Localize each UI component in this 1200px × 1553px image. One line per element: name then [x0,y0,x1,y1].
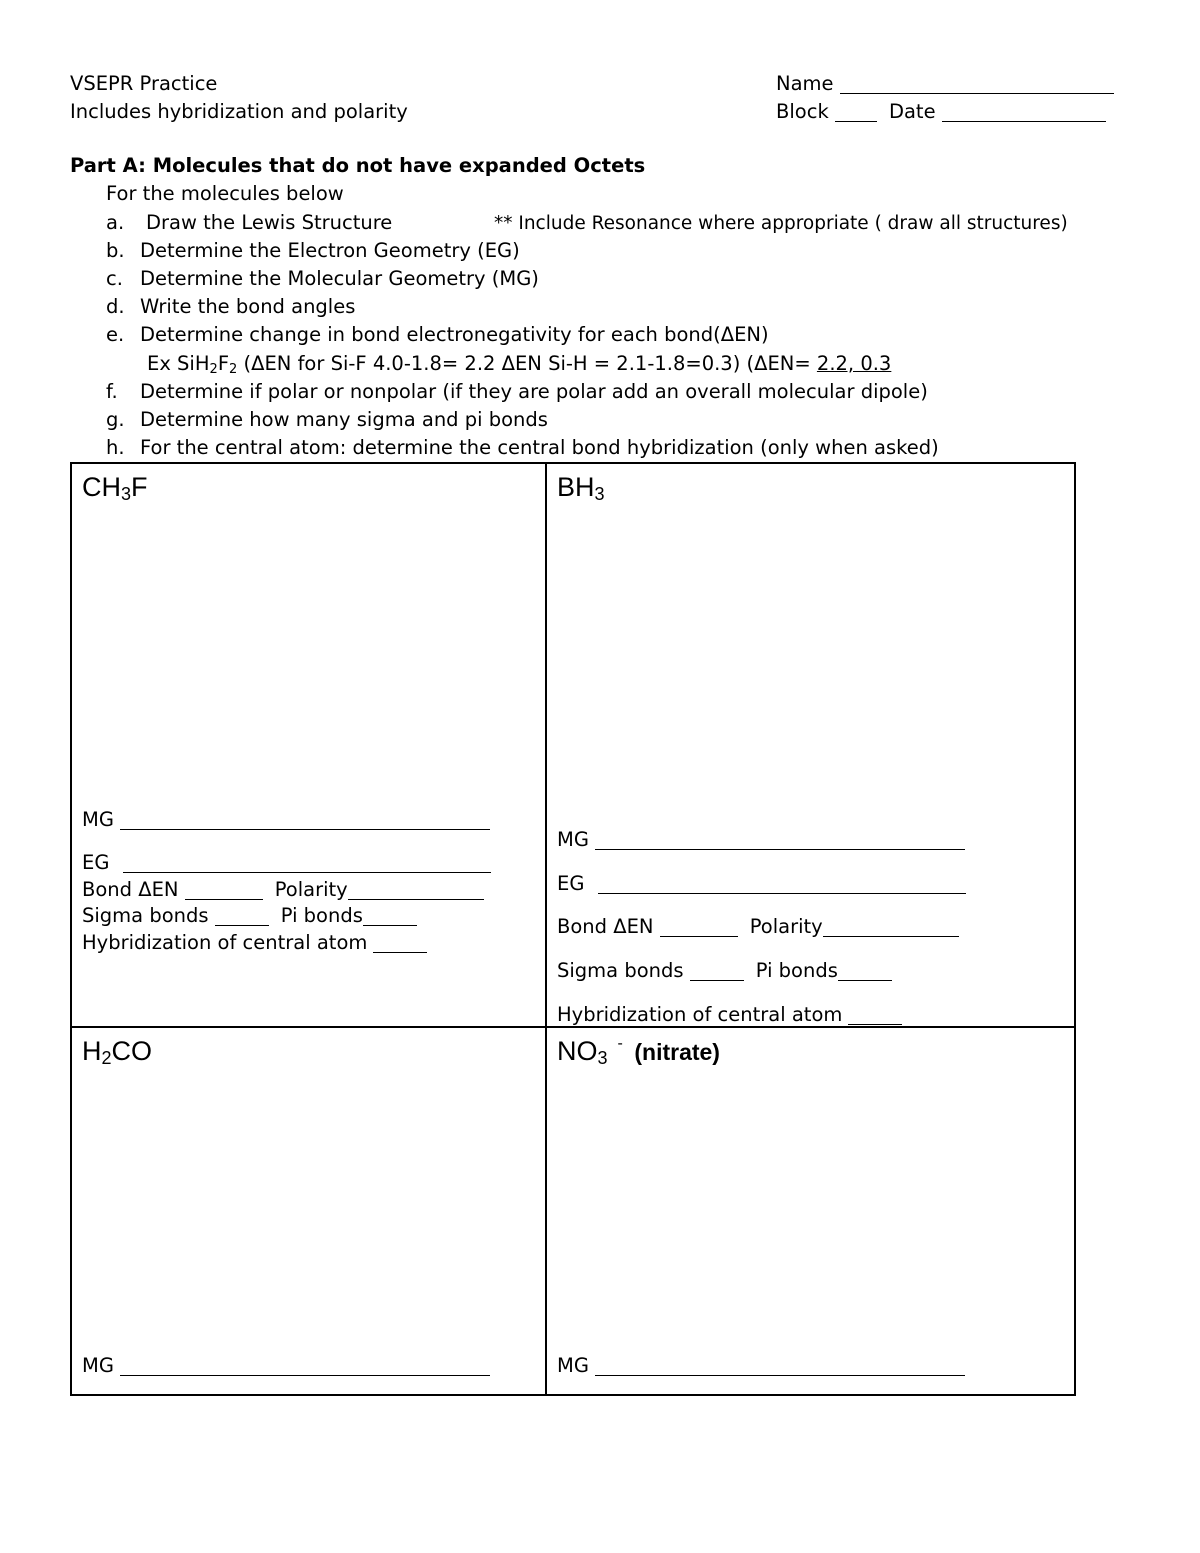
part-a-heading: Part A: Molecules that do not have expanded Octets [70,154,646,177]
bh3-pi-blank[interactable] [838,980,892,981]
ch3f-sigma-pi-field: Sigma bonds Pi bonds [82,904,417,928]
example-answer: 2.2, 0.3 [816,352,892,375]
resonance-note: ** Include Resonance where appropriate ( draw all structures) [494,213,1068,234]
ch3f-polarity-blank[interactable] [348,899,484,900]
instruction-a: a. Draw the Lewis Structure [106,211,393,234]
bh3-eg-blank[interactable] [598,893,966,894]
ch3f-mg-blank[interactable] [120,829,490,830]
bh3-bond-polarity-field: Bond ΔEN Polarity [557,915,959,939]
formula-nitrate: $NO_3^-$ (nitrate) [557,1035,720,1068]
worksheet-subtitle: Includes hybridization and polarity [70,100,408,123]
bh3-sigma-blank[interactable] [690,980,744,981]
name-row [776,72,1114,96]
ch3f-hybrid-blank[interactable] [373,952,427,953]
nitrate-mg-field: MG [557,1354,965,1378]
bh3-bond-blank[interactable] [660,936,738,937]
ch3f-pi-blank[interactable] [363,925,417,926]
electronegativity-example: Ex $SiH_2F_2$ (ΔEN for Si-F 4.0-1.8= 2.2 ΔEN Si-H = 2.1-1.8=0.3) (ΔEN= 2.2, 0.3 [147,352,892,377]
ch3f-eg-field: EG [82,851,491,875]
bh3-polarity-blank[interactable] [823,936,959,937]
formula-ch3f: $CH_3F$ [82,472,148,504]
ch3f-mg-field: MG [82,808,490,832]
bh3-sigma-pi-field: Sigma bonds Pi bonds [557,959,892,983]
instruction-d: d. Write the bond angles [106,295,356,318]
formula-h2co: $H_2CO$ [82,1036,153,1068]
h2co-mg-blank[interactable] [120,1375,490,1376]
nitrate-mg-blank[interactable] [595,1375,965,1376]
table-bottom-border [70,1394,1076,1396]
bh3-eg-field: EG [557,872,966,896]
table-center-divider [545,462,547,1396]
instruction-g: g. Determine how many sigma and pi bonds [106,408,548,431]
block-date-row [776,100,1106,124]
bh3-mg-field: MG [557,828,965,852]
ch3f-eg-blank[interactable] [123,872,491,873]
worksheet-title: VSEPR Practice [70,72,218,95]
formula-bh3: $BH_3$ [557,472,605,504]
instruction-e: e. Determine change in bond electronegativity for each bond(ΔEN) [106,323,769,346]
instruction-f: f. Determine if polar or nonpolar (if they are polar add an overall molecular dipole) [106,380,928,403]
table-top-border [70,462,1076,464]
ch3f-bond-polarity-field: Bond ΔEN Polarity [82,878,484,902]
bh3-hybrid-blank[interactable] [848,1024,902,1025]
block-blank[interactable] [835,121,877,122]
table-right-border [1074,462,1076,1396]
instruction-h: h. For the central atom: determine the central bond hybridization (only when asked) [106,436,939,459]
date-blank[interactable] [942,121,1106,122]
bh3-mg-blank[interactable] [595,849,965,850]
instruction-b: b. Determine the Electron Geometry (EG) [106,239,520,262]
ch3f-sigma-blank[interactable] [215,925,269,926]
name-label: Name [776,72,834,95]
date-label: Date [888,100,936,123]
ch3f-bond-blank[interactable] [185,899,263,900]
h2co-mg-field: MG [82,1354,490,1378]
bh3-hybrid-field: Hybridization of central atom [557,1003,902,1027]
ch3f-hybrid-field: Hybridization of central atom [82,931,427,955]
block-label: Block [776,100,829,123]
instruction-c: c. Determine the Molecular Geometry (MG) [106,267,539,290]
part-a-intro: For the molecules below [106,182,344,205]
name-blank[interactable] [840,93,1114,94]
table-left-border [70,462,72,1396]
